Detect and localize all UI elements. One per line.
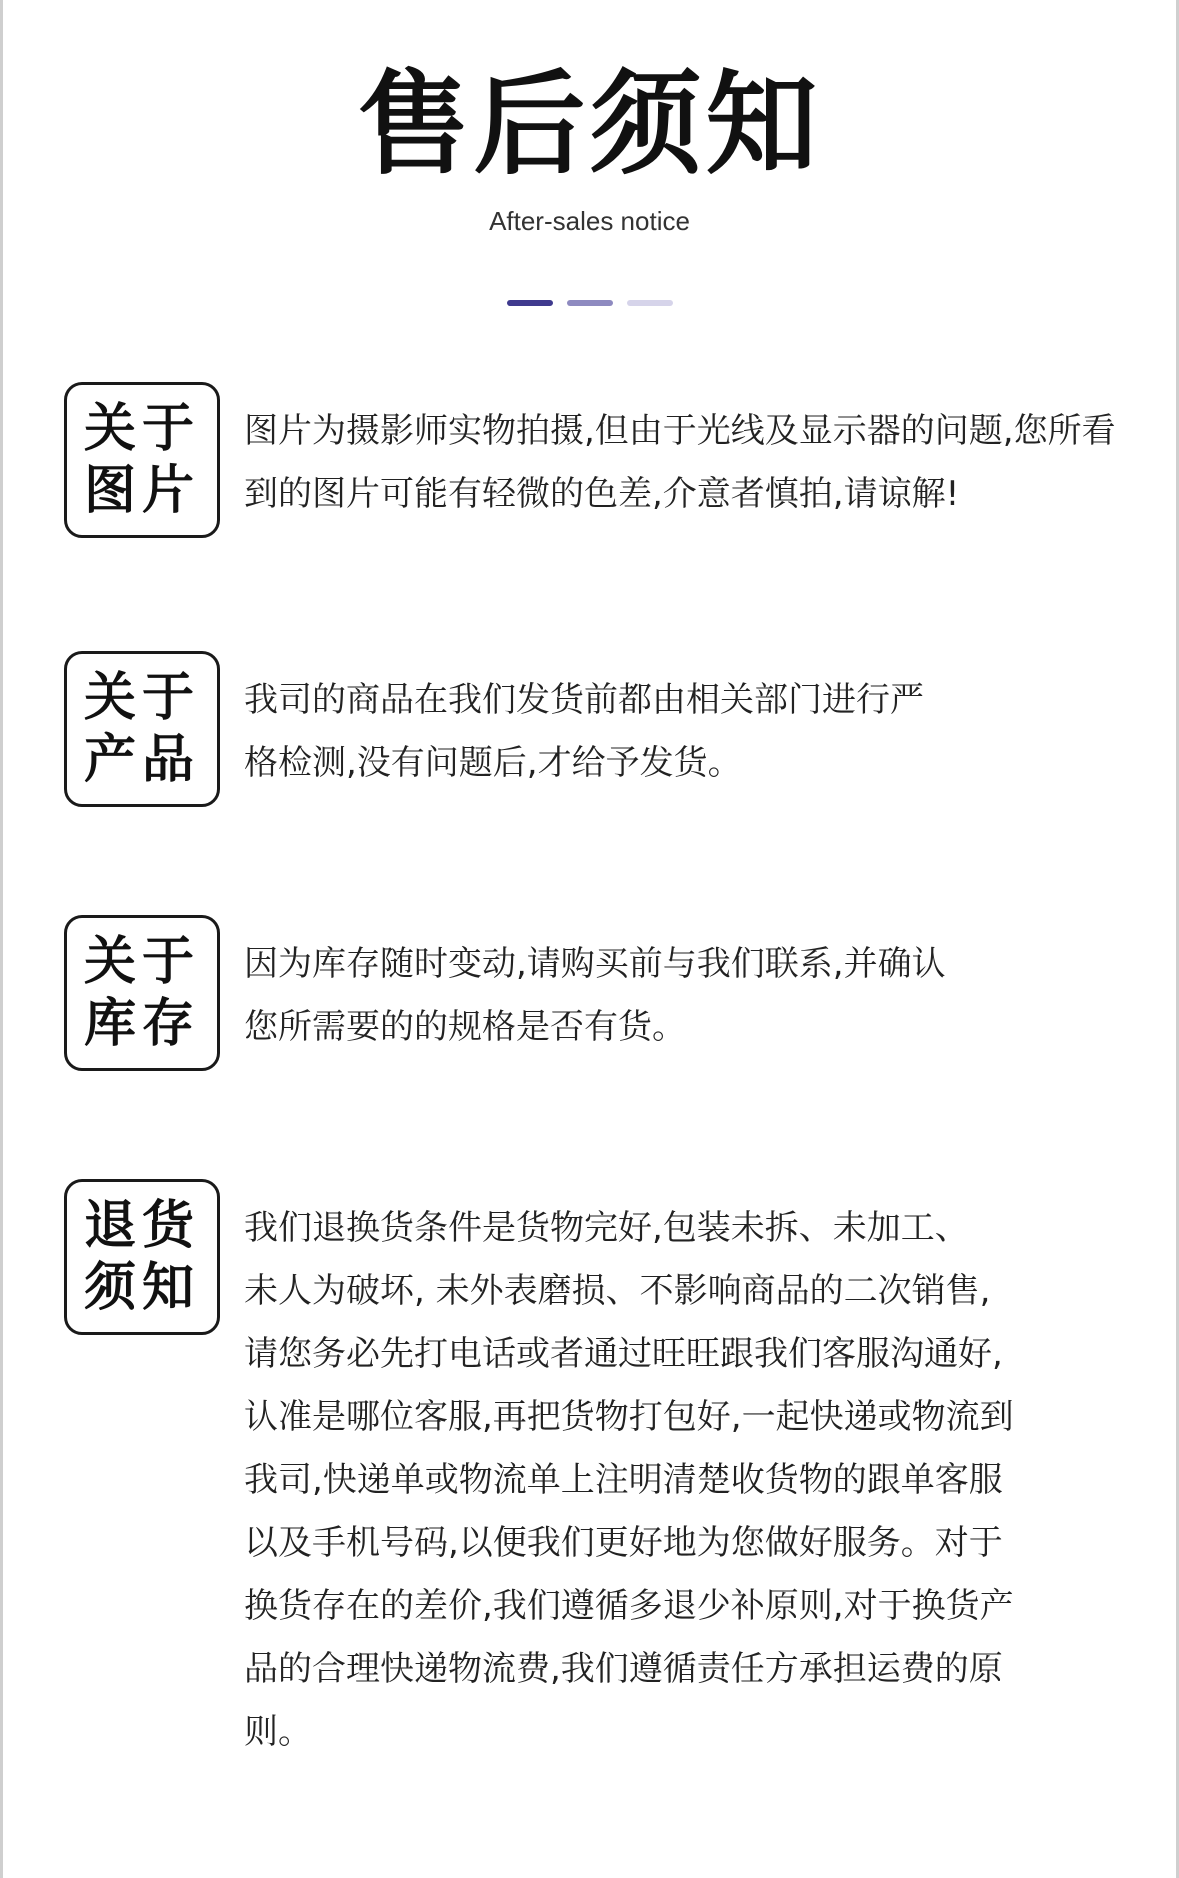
section-body [244,669,1124,795]
indicator-dot-1 [507,300,553,306]
body-line: 格检测,没有问题后,才给予发货。 [244,743,742,783]
body-line: 认准是哪位客服,再把货物打包好,一起快递或物流到 [244,1397,1014,1437]
section-body [244,400,1124,526]
body-line: 我司,快递单或物流单上注明清楚收货物的跟单客服 [244,1460,1003,1500]
section-body [244,1197,1124,1764]
body-line: 以及手机号码,以便我们更好地为您做好服务。对于 [244,1523,1003,1563]
section-label-line: 库存 [83,994,200,1054]
body-line: 图片为摄影师实物拍摄,但由于光线及显示器的问题,您所看 [244,411,1116,451]
body-line: 到的图片可能有轻微的色差,介意者慎拍,请谅解! [244,474,960,514]
body-line: 我司的商品在我们发货前都由相关部门进行严 [244,680,924,720]
page-title: 售后须知 [357,60,822,190]
indicator-dot-3 [627,300,673,306]
body-line: 您所需要的的规格是否有货。 [244,1007,686,1047]
section-label-line: 退货 [83,1196,200,1256]
page-subtitle: After-sales notice [489,206,690,236]
body-line: 我们退换货条件是货物完好,包装未拆、未加工、 [244,1208,969,1248]
section-body [244,933,1124,1059]
body-line: 则。 [244,1712,312,1752]
section-label-line: 关于 [83,399,200,459]
section-label-box [64,382,220,538]
section-label-line: 产品 [83,730,200,790]
section-label-line: 须知 [83,1258,200,1318]
body-line: 请您务必先打电话或者通过旺旺跟我们客服沟通好, [244,1334,1003,1374]
body-line: 因为库存随时变动,请购买前与我们联系,并确认 [244,944,946,984]
section-label-line: 关于 [83,932,200,992]
body-line: 换货存在的差价,我们遵循多退少补原则,对于换货产 [244,1586,1014,1626]
section-label-box [64,651,220,807]
page-indicator [0,300,1179,306]
section-label-box [64,915,220,1071]
body-line: 未人为破坏, 未外表磨损、不影响商品的二次销售, [244,1271,991,1311]
indicator-dot-2 [567,300,613,306]
section-label-line: 关于 [83,668,200,728]
section-label-line: 图片 [83,461,200,521]
section-label-box [64,1179,220,1335]
body-line: 品的合理快递物流费,我们遵循责任方承担运费的原 [244,1649,1003,1689]
